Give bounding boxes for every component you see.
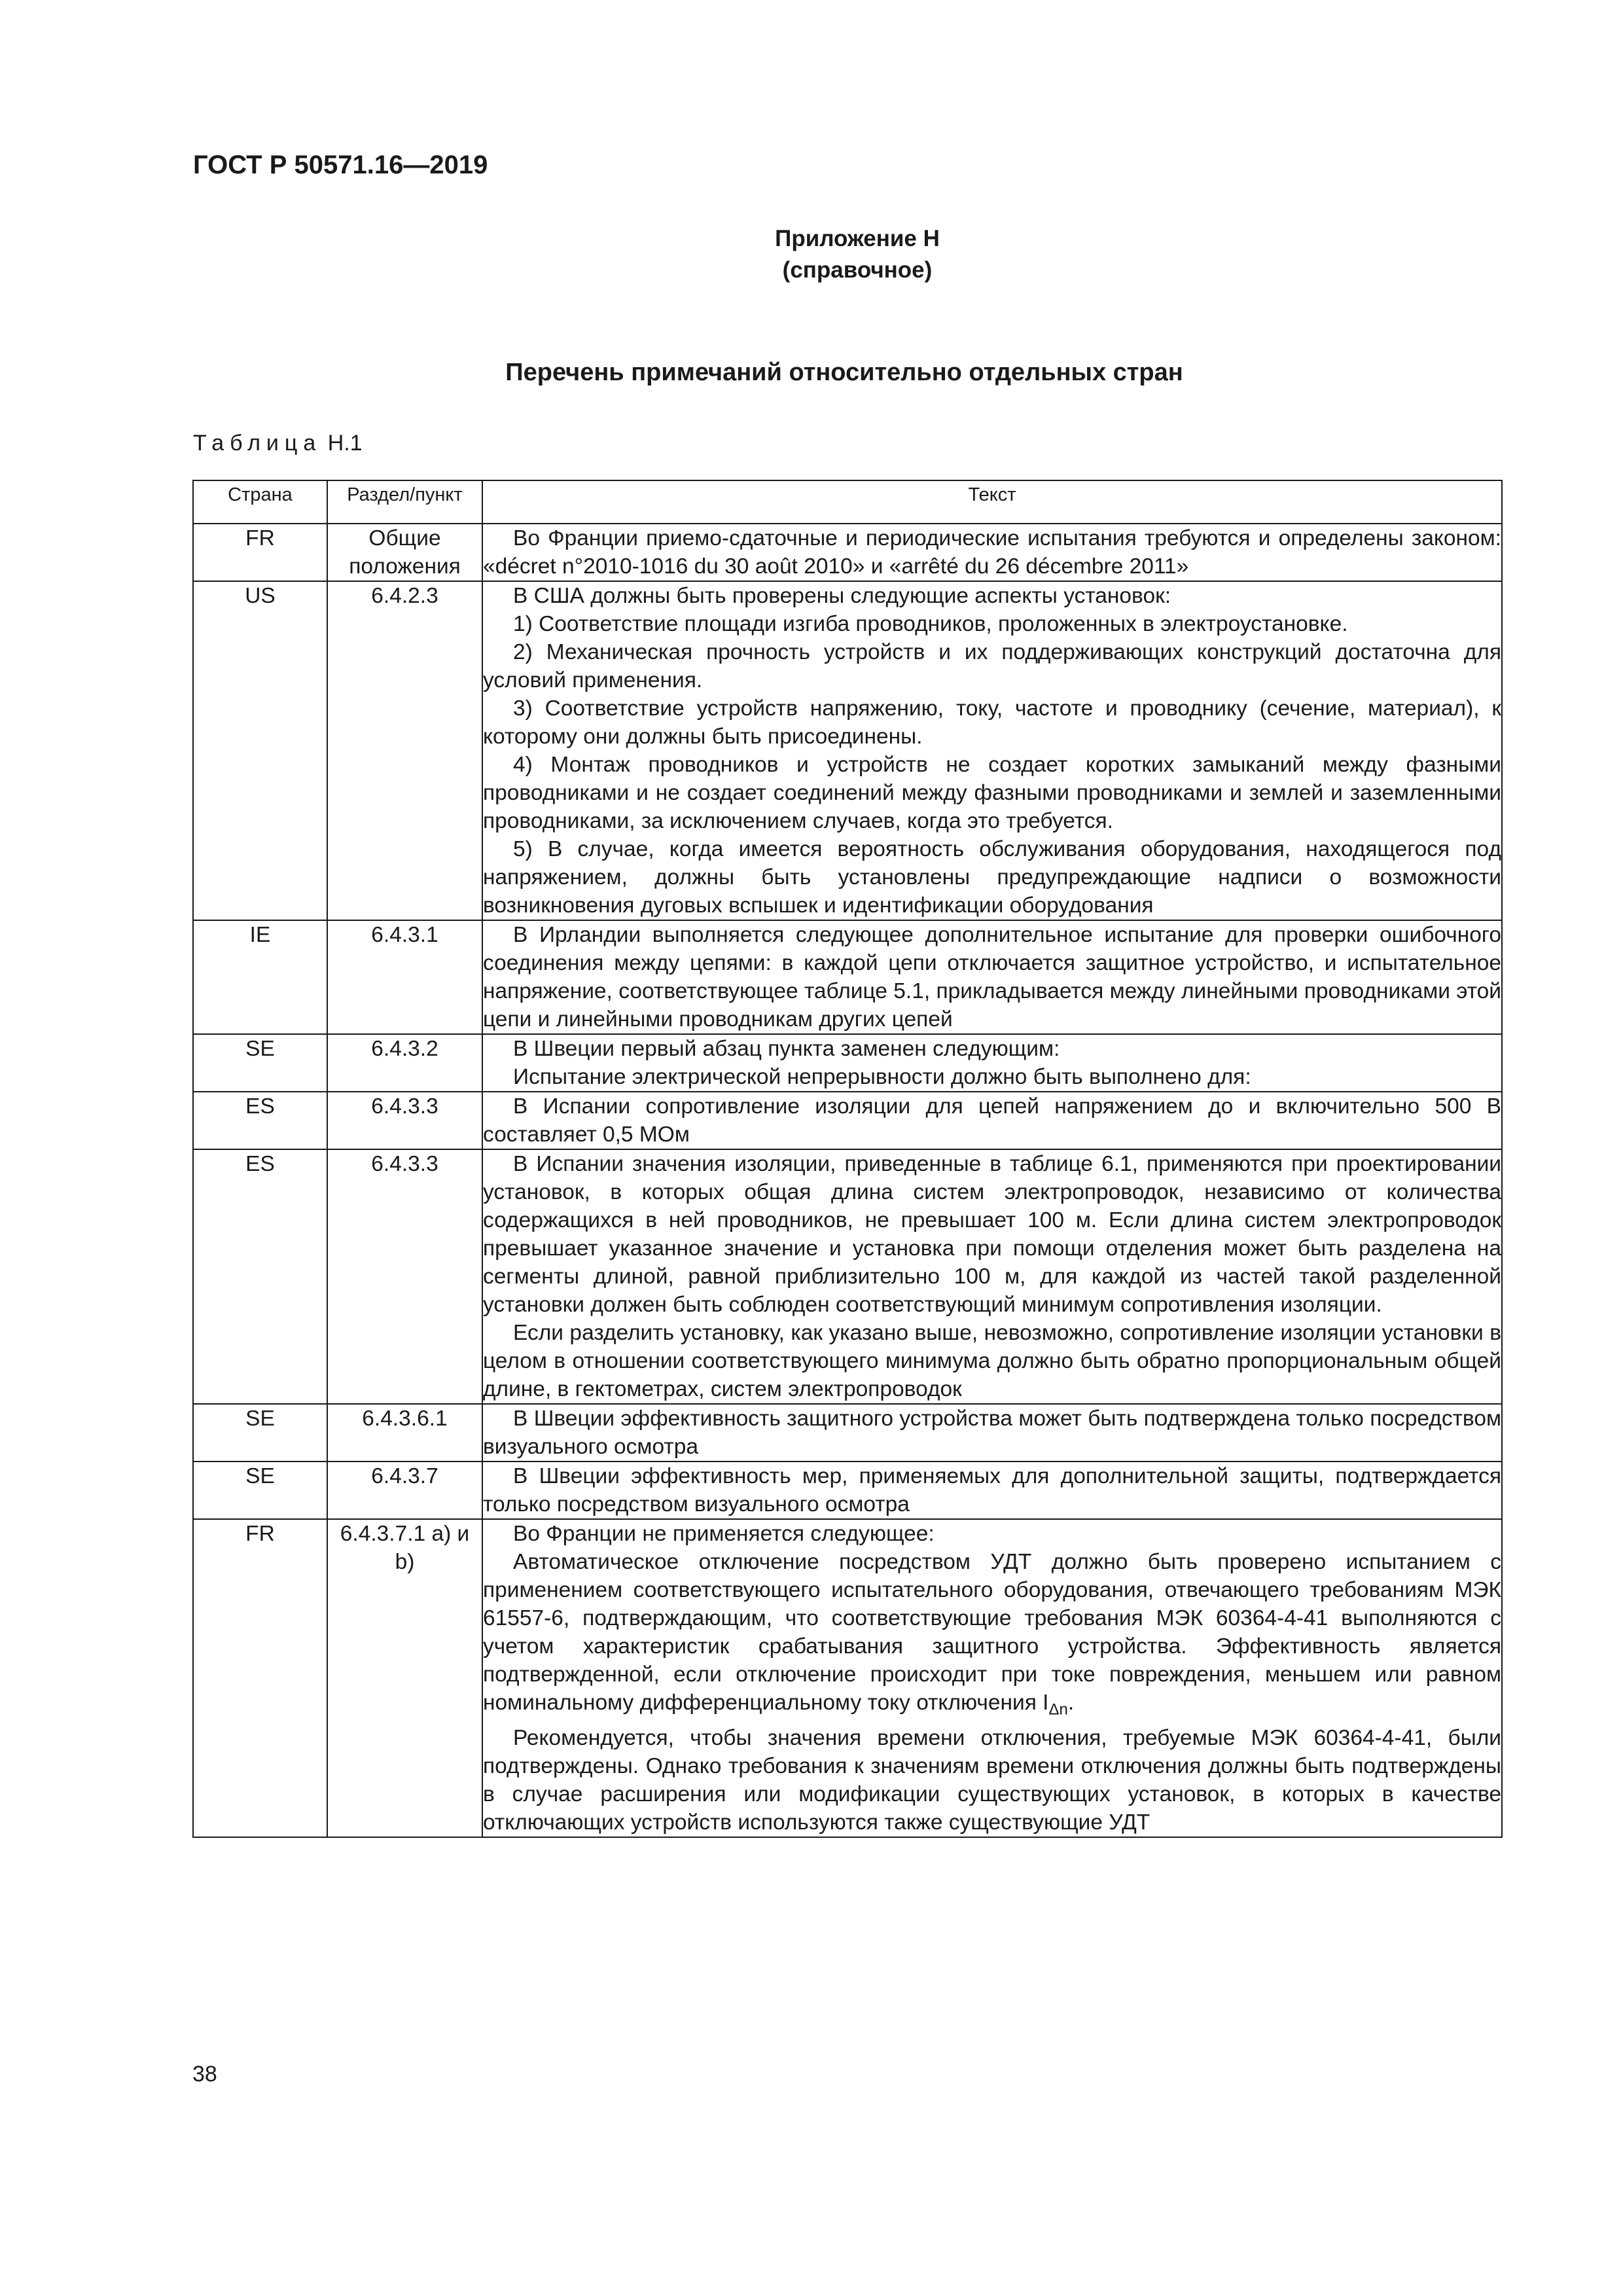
country-cell: FR <box>193 1519 327 1837</box>
page-number: 38 <box>192 2062 217 2087</box>
clause-cell: 6.4.3.2 <box>327 1034 482 1092</box>
text-paragraph: В Швеции эффективность защитного устройства может быть подтверждена только посредством визуального осмотра <box>483 1407 1501 1459</box>
page-heading: Перечень примечаний относительно отдельных стран <box>505 359 1183 386</box>
text-paragraph: Во Франции приемо-сдаточные и периодические испытания требуются и определены законом: «décret n°2010-1016 du 30 août 2010» и «arrêté du 26 décembre 2011» <box>483 526 1501 579</box>
country-cell: ES <box>193 1092 327 1149</box>
clause-cell: 6.4.3.7 <box>327 1462 482 1519</box>
table-row <box>193 1092 1502 1149</box>
country-cell: SE <box>193 1034 327 1092</box>
text-paragraph-tail: . <box>1067 1691 1075 1715</box>
text-paragraph: В Испании значения изоляции, приведенные в таблице 6.1, применяются при проектировании установок, в которых общая длина систем электропроводок, независимо от количества содержащихся в ней проводников, не превышает 100 м. Если длина систем электропроводок превышает указанное значение и установка при помощи отделения может быть разделена на сегменты длиной, равной приблизительно 100 м, для каждой из частей такой разделенной установки должен быть соблюден соответствующий минимум сопротивления изоляции. <box>483 1152 1501 1317</box>
text-paragraph: В Швеции эффективность мер, применяемых для дополнительной защиты, подтверждается только посредством визуального осмотра <box>483 1464 1501 1516</box>
country-notes-table <box>192 480 1503 1838</box>
table-row <box>193 920 1502 1034</box>
text-paragraph: Испытание электрической непрерывности должно быть выполнено для: <box>513 1065 1251 1089</box>
clause-cell: Общие положения <box>327 524 482 581</box>
text-cell <box>482 1149 1502 1404</box>
country-cell: SE <box>193 1462 327 1519</box>
table-header-row <box>193 480 1502 524</box>
country-cell: IE <box>193 920 327 1034</box>
table-row <box>193 1462 1502 1519</box>
clause-cell: 6.4.3.7.1 a) и b) <box>327 1519 482 1837</box>
text-cell <box>482 1462 1502 1519</box>
text-paragraph: Рекомендуется, чтобы значения времени отключения, требуемые МЭК 60364-4-41, были подтверждены. Однако требования к значениям времени отключения должны быть подтверждены в случае расширения или модификации существующих установок, в которых в качестве отключающих устройств используются также существующие УДТ <box>483 1725 1501 1835</box>
table-row <box>193 1149 1502 1404</box>
text-paragraph: В Испании сопротивление изоляции для цепей напряжением до и включительно 500 В составляет 0,5 МОм <box>483 1094 1501 1147</box>
clause-cell: 6.4.3.6.1 <box>327 1404 482 1462</box>
text-paragraph: 5) В случае, когда имеется вероятность обслуживания оборудования, находящегося под напряжением, должны быть установлены предупреждающие надписи о возможности возникновения дуговых вспышек и идентификации оборудования <box>483 837 1501 918</box>
header-country: Страна <box>193 480 327 524</box>
text-paragraph: 4) Монтаж проводников и устройств не создает коротких замыканий между фазными проводниками и не создает соединений между фазными проводниками и землей и заземленными проводниками, за исключением случаев, когда это требуется. <box>483 753 1501 833</box>
text-cell <box>482 1092 1502 1149</box>
clause-cell: 6.4.2.3 <box>327 581 482 920</box>
text-paragraph: 1) Соответствие площади изгиба проводников, проложенных в электроустановке. <box>513 612 1348 636</box>
country-cell: US <box>193 581 327 920</box>
table-row <box>193 1404 1502 1462</box>
text-paragraph: 3) Соответствие устройств напряжению, току, частоте и проводнику (сечение, материал), к которому они должны быть присоединены. <box>483 696 1501 749</box>
text-cell <box>482 581 1502 920</box>
text-paragraph-main: Автоматическое отключение посредством УДТ должно быть проверено испытанием с применением соответствующего испытательного оборудования, отвечающего требованиям МЭК 61557-6, подтверждающим, что соответствующие требования МЭК 60364-4-41 выполняются с учетом характеристик срабатывания защитного устройства. Эффективность является подтвержденной, если отключение происходит при токе повреждения, меньшем или равном номинальному дифференциальному току отключения I <box>483 1550 1501 1715</box>
appendix-type: (справочное) <box>782 257 933 283</box>
country-cell: ES <box>193 1149 327 1404</box>
subscript-delta-n: Δn <box>1048 1700 1068 1719</box>
text-cell <box>482 1404 1502 1462</box>
text-paragraph: В Швеции первый абзац пункта заменен следующим: <box>513 1037 1060 1061</box>
country-cell: FR <box>193 524 327 581</box>
text-paragraph <box>483 1548 1501 1724</box>
table-row <box>193 1519 1502 1837</box>
header-clause: Раздел/пункт <box>327 480 482 524</box>
table-caption-number: Н.1 <box>327 431 363 456</box>
text-paragraph: В Ирландии выполняется следующее дополнительное испытание для проверки ошибочного соединения между цепями: в каждой цепи отключается защитное устройство, и испытательное напряжение, соответствующее таблице 5.1, прикладывается между линейными проводниками этой цепи и линейными проводникам других цепей <box>483 923 1501 1031</box>
text-paragraph: В США должны быть проверены следующие аспекты установок: <box>513 584 1171 608</box>
text-cell <box>482 524 1502 581</box>
header-text: Текст <box>482 480 1502 524</box>
table-row <box>193 524 1502 581</box>
clause-cell: 6.4.3.3 <box>327 1092 482 1149</box>
text-paragraph: Если разделить установку, как указано выше, невозможно, сопротивление изоляции установки в целом в отношении соответствующего минимума должно быть обратно пропорциональным общей длине, в гектометрах, систем электропроводок <box>483 1321 1501 1401</box>
text-paragraph: 2) Механическая прочность устройств и их поддерживающих конструкций достаточна для условий применения. <box>483 640 1501 692</box>
text-cell <box>482 920 1502 1034</box>
appendix-title: Приложение Н <box>775 226 940 251</box>
clause-cell: 6.4.3.3 <box>327 1149 482 1404</box>
document-code: ГОСТ Р 50571.16—2019 <box>193 151 488 179</box>
table-caption <box>193 431 363 456</box>
text-cell <box>482 1519 1502 1837</box>
text-cell <box>482 1034 1502 1092</box>
country-cell: SE <box>193 1404 327 1462</box>
text-paragraph: Во Франции не применяется следующее: <box>513 1522 935 1546</box>
table-caption-word: Таблица <box>193 431 322 456</box>
table-row <box>193 581 1502 920</box>
table-row <box>193 1034 1502 1092</box>
clause-cell: 6.4.3.1 <box>327 920 482 1034</box>
